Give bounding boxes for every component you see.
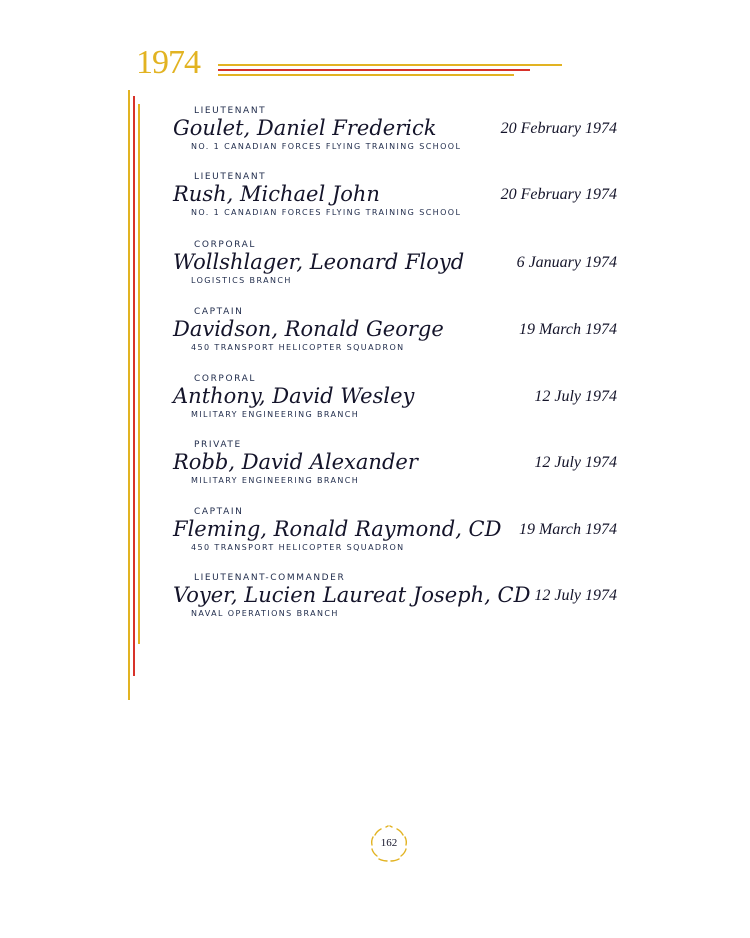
header-rule-gold-bottom <box>218 74 514 76</box>
entry-rank: LIEUTENANT <box>194 172 267 182</box>
entry-name: Wollshlager, Leonard Floyd <box>173 250 465 274</box>
entry <box>173 374 623 434</box>
entry-date: 12 July 1974 <box>534 454 617 471</box>
year-heading: 1974 <box>136 44 200 81</box>
entry-unit: 450 TRANSPORT HELICOPTER SQUADRON <box>191 543 405 552</box>
entry-rank: PRIVATE <box>194 440 242 450</box>
entry-unit: NAVAL OPERATIONS BRANCH <box>191 609 339 618</box>
entry-date: 20 February 1974 <box>500 120 617 137</box>
entry-date: 6 January 1974 <box>516 254 617 271</box>
entry-name: Voyer, Lucien Laureat Joseph, CD <box>173 583 531 607</box>
entry-name: Davidson, Ronald George <box>173 317 444 341</box>
margin-rule-red <box>133 96 135 676</box>
entry-rank: CAPTAIN <box>194 307 244 317</box>
entry-date: 20 February 1974 <box>500 186 617 203</box>
entry-date: 19 March 1974 <box>518 521 617 538</box>
entry <box>173 507 623 567</box>
entry-name: Rush, Michael John <box>173 182 380 206</box>
entry-rank: LIEUTENANT <box>194 106 267 116</box>
entry-unit: MILITARY ENGINEERING BRANCH <box>191 410 360 419</box>
entry <box>173 573 623 633</box>
entry <box>173 307 623 367</box>
entry-unit: NO. 1 CANADIAN FORCES FLYING TRAINING SCHOOL <box>191 142 462 151</box>
page-number-ornament <box>363 823 415 867</box>
margin-rule-gold-left <box>128 90 130 700</box>
entry-unit: MILITARY ENGINEERING BRANCH <box>191 476 360 485</box>
entry-rank: CORPORAL <box>194 374 256 384</box>
entry <box>173 440 623 500</box>
entry-unit: NO. 1 CANADIAN FORCES FLYING TRAINING SCHOOL <box>191 208 462 217</box>
entry-rank: CAPTAIN <box>194 507 244 517</box>
entry-name: Fleming, Ronald Raymond, CD <box>173 517 502 541</box>
entry-date: 19 March 1974 <box>518 321 617 338</box>
entry-name: Goulet, Daniel Frederick <box>173 116 437 140</box>
header-rule-gold-top <box>218 64 562 66</box>
header-rule-red <box>218 69 530 71</box>
entry <box>173 106 623 166</box>
entry-unit: 450 TRANSPORT HELICOPTER SQUADRON <box>191 343 405 352</box>
entry-date: 12 July 1974 <box>534 388 617 405</box>
entry <box>173 172 623 232</box>
entry-rank: LIEUTENANT-COMMANDER <box>194 573 346 583</box>
entry-name: Robb, David Alexander <box>173 450 418 474</box>
page-number: 162 <box>380 837 398 849</box>
entry-date: 12 July 1974 <box>534 587 617 604</box>
margin-rule-gold-right <box>138 104 140 644</box>
entry <box>173 240 623 300</box>
entry-unit: LOGISTICS BRANCH <box>191 276 292 285</box>
entry-name: Anthony, David Wesley <box>173 384 415 408</box>
entry-rank: CORPORAL <box>194 240 256 250</box>
